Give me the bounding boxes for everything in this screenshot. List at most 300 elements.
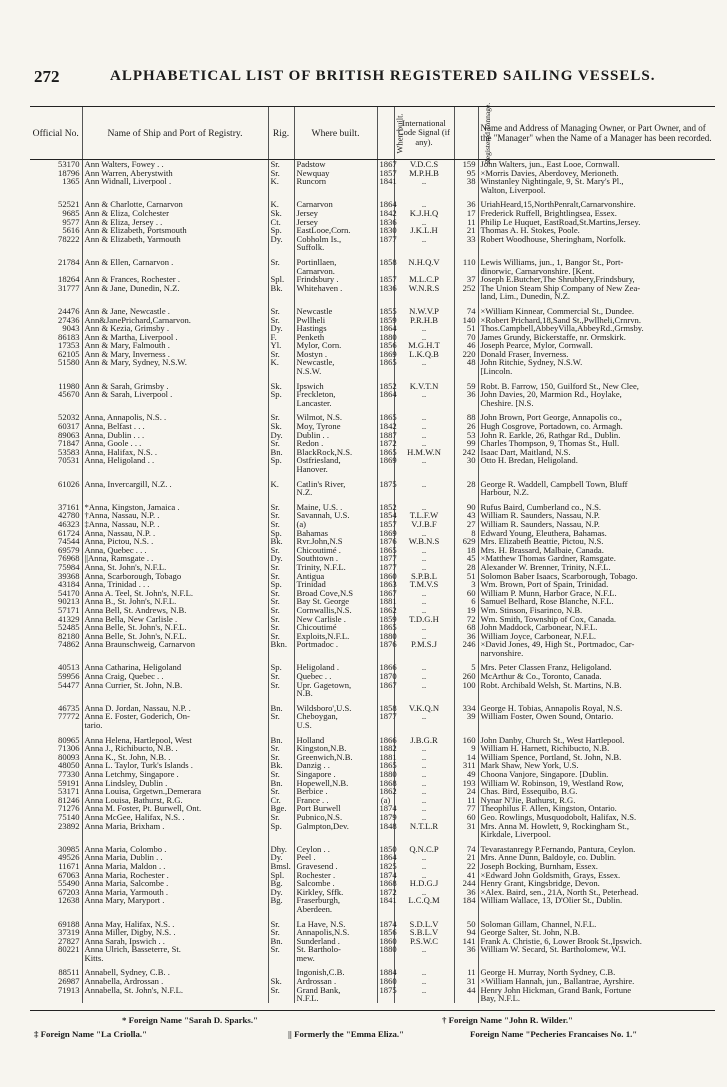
owner-cell: George H. Tobias, Annapolis Royal, N.S. — [478, 704, 715, 713]
official-number-cell: 59191 — [58, 777, 80, 788]
year-built-cell: 1884 — [377, 968, 394, 977]
ship-name-cell: Ann & Sarah, Grimsby . — [82, 382, 268, 391]
tonnage-cell: 41 — [454, 871, 478, 880]
ship-name-cell: Ann & Mary, Falmouth . — [82, 341, 268, 350]
owner-cell: land, Lim., Dunedin, N.Z. — [478, 292, 715, 301]
official-number-cell: 26987 — [58, 976, 80, 987]
ship-name-cell: Anna McGee, Halifax, N.S. . — [82, 813, 268, 822]
code-signal-cell: .. — [394, 333, 454, 342]
tonnage-cell: 37 — [454, 275, 478, 284]
owner-cell: William Spence, Portland, St. John, N.B. — [478, 753, 715, 762]
year-built-cell: 1854 — [377, 511, 394, 520]
where-built-cell: Salcombe . — [294, 879, 377, 888]
rig-cell: Sr. — [268, 316, 294, 325]
ship-name-cell: Anna L. Taylor, Turk's Islands . — [82, 761, 268, 770]
owner-cell: Mrs. Elizabeth Beattie, Pictou, N.S. — [478, 537, 715, 546]
where-built-cell: Hastings — [294, 324, 377, 333]
rig-cell: K. — [268, 358, 294, 367]
footnote-star: * Foreign Name "Sarah D. Sparks." — [122, 1015, 258, 1025]
where-built-cell: Hopewell,N.B. — [294, 779, 377, 788]
official-number-cell: 67203 — [58, 886, 80, 897]
rig-cell: Bge. — [268, 804, 294, 813]
rig-cell: Sr. — [268, 439, 294, 448]
tonnage-cell: 22 — [454, 862, 478, 871]
ship-name-cell: Kitts. — [82, 954, 268, 963]
table-row — [30, 235, 715, 244]
year-built-cell: 1868 — [377, 779, 394, 788]
where-built-cell: Ostfriesland, — [294, 456, 377, 465]
footnote-foreign-pecheries: Foreign Name "Pecheries Francaises No. 1." — [470, 1029, 638, 1039]
ship-name-cell: Ann & Kezia, Grimsby . — [82, 324, 268, 333]
register-table — [30, 102, 715, 1004]
official-number-cell: 78222 — [58, 233, 80, 244]
official-number-cell — [30, 292, 82, 301]
year-built-cell: 1864 — [377, 324, 394, 333]
official-number-cell — [30, 243, 82, 252]
year-built-cell: 1867 — [377, 589, 394, 598]
owner-cell: Mark Shaw, New York, U.S. — [478, 761, 715, 770]
year-built-cell: 1865 — [377, 413, 394, 422]
tonnage-cell: 95 — [454, 169, 478, 178]
where-built-cell: Ardrossan . — [294, 977, 377, 986]
table-row — [30, 830, 715, 839]
ship-name-cell: Anna D. Jordan, Nassau, N.P. . — [82, 704, 268, 713]
owner-cell: Frederick Ruffell, Brightlingsea, Essex. — [478, 209, 715, 218]
official-number-cell: 45670 — [58, 389, 80, 400]
where-built-cell: Carnarvon. — [294, 267, 377, 276]
ship-name-cell: Anna Maria, Colombo . — [82, 845, 268, 854]
ship-name-cell — [82, 689, 268, 698]
ship-name-cell: Anna, Scarborough, Tobago — [82, 572, 268, 581]
ship-name-cell: Anna Mary, Maryport . — [82, 896, 268, 905]
table-row — [30, 292, 715, 301]
official-number-cell — [30, 367, 82, 376]
tonnage-cell: 36 — [454, 200, 478, 209]
owner-cell: William Wallace, 13, D'Olier St., Dublin. — [478, 896, 715, 905]
code-signal-cell — [394, 243, 454, 252]
owner-cell: John Danby, Church St., West Hartlepool. — [478, 736, 715, 745]
year-built-cell: 1875 — [377, 480, 394, 489]
year-built-cell: 1881 — [377, 597, 394, 606]
official-number-cell: 27827 — [58, 935, 80, 946]
where-built-cell: Rochester . — [294, 871, 377, 880]
where-built-cell: mew. — [294, 954, 377, 963]
table-row — [30, 689, 715, 698]
tonnage-cell: 14 — [454, 753, 478, 762]
page-header — [0, 67, 727, 89]
ship-name-cell: Anna Ulrich, Basseterre, St. — [82, 945, 268, 954]
year-built-cell: 1860 — [377, 977, 394, 986]
official-number-cell: 89063 — [58, 429, 80, 440]
where-built-cell: N.Z. — [294, 488, 377, 497]
official-number-cell: 24476 — [58, 305, 80, 316]
rig-cell — [268, 243, 294, 252]
table-row — [30, 994, 715, 1003]
tonnage-cell — [454, 721, 478, 730]
tonnage-cell: 48 — [454, 358, 478, 367]
code-signal-cell: T.D.G.H — [394, 615, 454, 624]
code-signal-cell — [394, 399, 454, 408]
owner-cell: William W. Robinson, 19, Westland Row, — [478, 779, 715, 788]
rig-cell: Dhy. — [268, 845, 294, 854]
code-signal-cell: .. — [394, 663, 454, 672]
official-number-cell — [30, 830, 82, 839]
code-signal-cell: P.M.S.J — [394, 640, 454, 649]
where-built-cell — [294, 830, 377, 839]
tonnage-cell: 220 — [454, 350, 478, 359]
year-built-cell: 1858 — [377, 258, 394, 267]
owner-cell: Harbour, N.Z. — [478, 488, 715, 497]
where-built-cell: Upr. Gagetown, — [294, 681, 377, 690]
year-built-cell: 1859 — [377, 316, 394, 325]
tonnage-cell: 311 — [454, 761, 478, 770]
where-built-cell: La Have, N.S. — [294, 920, 377, 929]
footnotes — [30, 1010, 715, 1045]
rig-cell: K. — [268, 480, 294, 489]
rig-cell: Sr. — [268, 632, 294, 641]
year-built-cell: 1841 — [377, 177, 394, 186]
ship-name-cell: Anna, Belfast . . . — [82, 422, 268, 431]
ship-name-cell: Anna, Quebec . . . — [82, 546, 268, 555]
ship-name-cell: Ann & Elizabeth, Portsmouth — [82, 226, 268, 235]
rig-cell: Sr. — [268, 928, 294, 937]
official-number-cell: 48050 — [58, 760, 80, 771]
official-number-cell: 54477 — [58, 679, 80, 690]
owner-cell: Mrs. Peter Classen Franz, Heligoland. — [478, 663, 715, 672]
page-title: ALPHABETICAL LIST OF BRITISH REGISTERED SAILING VESSELS. — [110, 68, 656, 84]
where-built-cell: Chicoutimé . — [294, 546, 377, 555]
where-built-cell: Suffolk. — [294, 243, 377, 252]
where-built-cell: Savannah, U.S. — [294, 511, 377, 520]
ship-name-cell: Ann & Jane, Dunedin, N.Z. — [82, 284, 268, 293]
official-number-cell: 49526 — [58, 852, 80, 863]
code-signal-cell: M.L.C.P — [394, 275, 454, 284]
owner-cell: ×Alex. Baird, sen., 21A, North St., Peterhead. — [478, 888, 715, 897]
code-signal-cell: .. — [394, 813, 454, 822]
tonnage-cell: 24 — [454, 787, 478, 796]
where-built-cell: U.S. — [294, 721, 377, 730]
official-number-cell: 39368 — [58, 570, 80, 581]
rig-cell: Bn. — [268, 704, 294, 713]
ship-name-cell: Anna Letchmy, Singapore . — [82, 770, 268, 779]
official-number-cell — [30, 689, 82, 698]
where-built-cell: Freckleton, — [294, 390, 377, 399]
tonnage-cell: 51 — [454, 324, 478, 333]
official-number-cell: 31777 — [58, 282, 80, 293]
code-signal-cell: .. — [394, 218, 454, 227]
rig-cell: Sr. — [268, 350, 294, 359]
rig-cell: Sp. — [268, 529, 294, 538]
code-signal-cell — [394, 721, 454, 730]
rig-cell: F. — [268, 333, 294, 342]
table-row — [30, 480, 715, 489]
tonnage-cell: 33 — [454, 235, 478, 244]
year-built-cell: 1880 — [377, 632, 394, 641]
code-signal-cell: P.S.W.C — [394, 937, 454, 946]
where-built-cell: Trinidad — [294, 580, 377, 589]
ship-name-cell: Ann Warren, Aberystwith — [82, 169, 268, 178]
owner-cell: William P. Munn, Harbor Grace, N.F.L. — [478, 589, 715, 598]
year-built-cell: 1866 — [377, 736, 394, 745]
ship-name-cell: Anna, Goole . . . — [82, 439, 268, 448]
ship-name-cell: Anna Miller, Digby, N.S. . — [82, 928, 268, 937]
code-signal-cell: S.P.B.L — [394, 572, 454, 581]
rig-cell — [268, 905, 294, 914]
tonnage-cell: 5 — [454, 663, 478, 672]
year-built-cell — [377, 721, 394, 730]
rig-cell: Bk. — [268, 537, 294, 546]
ship-name-cell: Anna Craig, Quebec . . — [82, 672, 268, 681]
where-built-cell: Exploits,N.F.L. — [294, 632, 377, 641]
tonnage-cell: 99 — [454, 439, 478, 448]
tonnage-cell: 31 — [454, 822, 478, 831]
year-built-cell: 1862 — [377, 787, 394, 796]
where-built-cell: Rvr.John,N.S — [294, 537, 377, 546]
year-built-cell: 1880 — [377, 945, 394, 954]
owner-cell: John Maddock, Carbonear, N.F.L. — [478, 623, 715, 632]
tonnage-cell: 17 — [454, 209, 478, 218]
tonnage-cell: 53 — [454, 431, 478, 440]
ship-name-cell: Anna, Halifax, N.S. . — [82, 448, 268, 457]
year-built-cell: 1874 — [377, 871, 394, 880]
year-built-cell: 1865 — [377, 761, 394, 770]
rig-cell: Bg. — [268, 879, 294, 888]
rig-cell: Bg. — [268, 896, 294, 905]
official-number-cell: 71306 — [58, 743, 80, 754]
rig-cell: Spl. — [268, 275, 294, 284]
where-built-cell: Mylor, Corn. — [294, 341, 377, 350]
official-number-cell: 9685 — [62, 207, 80, 218]
owner-cell: Walton, Liverpool. — [478, 186, 715, 195]
rig-cell: Sk. — [268, 422, 294, 431]
where-built-cell: New Carlisle . — [294, 615, 377, 624]
owner-cell: Alexander W. Brenner, Trinity, N.F.L. — [478, 563, 715, 572]
code-signal-cell: .. — [394, 431, 454, 440]
tonnage-cell — [454, 830, 478, 839]
year-built-cell: 1836 — [377, 218, 394, 227]
ship-name-cell: Ann & Eliza, Jersey . . — [82, 218, 268, 227]
where-built-cell: Padstow — [294, 160, 377, 169]
where-built-cell: BlackRock,N.S. — [294, 448, 377, 457]
owner-cell: Robert Woodhouse, Sheringham, Norfolk. — [478, 235, 715, 244]
rig-cell: Sr. — [268, 753, 294, 762]
owner-cell: ×Edward John Goldsmith, Grays, Essex. — [478, 871, 715, 880]
owner-cell: Robt. B. Farrow, 150, Guilford St., New Clee, — [478, 382, 715, 391]
footnote-formerly: || Formerly the "Emma Eliza." — [288, 1029, 405, 1039]
code-signal-cell: .. — [394, 862, 454, 871]
rig-cell: Sr. — [268, 712, 294, 721]
where-built-cell: Whitehaven . — [294, 284, 377, 293]
code-signal-cell: J.B.G.R — [394, 736, 454, 745]
owner-cell: Wm. Brown, Port of Spain, Trinidad. — [478, 580, 715, 589]
tonnage-cell — [454, 243, 478, 252]
official-number-cell: 52032 — [58, 412, 80, 423]
where-built-cell: Singapore . — [294, 770, 377, 779]
table-row — [30, 390, 715, 399]
where-built-cell: Broad Cove,N.S — [294, 589, 377, 598]
year-built-cell: 1881 — [377, 753, 394, 762]
col-when-label: When built. — [394, 112, 405, 154]
ship-name-cell — [82, 994, 268, 1003]
where-built-cell: Berbice . — [294, 787, 377, 796]
col-owner: Name and Address of Managing Owner, or Part Owner, and of the "Manager" when the Name of a Manager has been recorded. — [478, 107, 715, 160]
year-built-cell: 1856 — [377, 928, 394, 937]
where-built-cell: Portmadoc . — [294, 640, 377, 649]
official-number-cell: 71913 — [58, 984, 80, 995]
ship-name-cell: Anna Bell, St. Andrews, N.B. — [82, 606, 268, 615]
ship-name-cell: Anna Belle, St. John's, N.F.L. — [82, 623, 268, 632]
ship-name-cell: Ann & Martha, Liverpool . — [82, 333, 268, 342]
code-signal-cell: .. — [394, 177, 454, 186]
rig-cell: Sr. — [268, 945, 294, 954]
where-built-cell: N.F.L. — [294, 994, 377, 1003]
official-number-cell: 71847 — [58, 438, 80, 449]
year-built-cell — [377, 367, 394, 376]
code-signal-cell: N.W.V.P — [394, 307, 454, 316]
rig-cell: Sr. — [268, 672, 294, 681]
official-number-cell: 23892 — [58, 820, 80, 831]
year-built-cell — [377, 399, 394, 408]
code-signal-cell: .. — [394, 324, 454, 333]
tonnage-cell: 242 — [454, 448, 478, 457]
code-signal-cell: .. — [394, 968, 454, 977]
tonnage-cell: 244 — [454, 879, 478, 888]
table-row — [30, 712, 715, 721]
ship-name-cell — [82, 488, 268, 497]
where-built-cell: Quebec . . — [294, 672, 377, 681]
tonnage-cell — [454, 994, 478, 1003]
ship-name-cell: Anna, Pictou, N.S. . — [82, 537, 268, 546]
where-built-cell: Mostyn . — [294, 350, 377, 359]
ship-name-cell: Ann & Mary, Inverness . — [82, 350, 268, 359]
where-built-cell: Port Burwell — [294, 804, 377, 813]
where-built-cell: Portinllaen, — [294, 258, 377, 267]
ship-name-cell: †Anna, Nassau, N.P. . — [82, 511, 268, 520]
code-signal-cell: P.R.H.B — [394, 316, 454, 325]
owner-cell: John Davies, 20, Marmion Rd., Hoylake, — [478, 390, 715, 399]
where-built-cell: Danzig . . — [294, 761, 377, 770]
owner-cell: Mrs. Anna M. Howlett, 9, Rockingham St., — [478, 822, 715, 831]
official-number-cell: 86183 — [58, 331, 80, 342]
rig-cell: Sp. — [268, 580, 294, 589]
register-body — [30, 160, 715, 1003]
ship-name-cell — [82, 186, 268, 195]
tonnage-cell: 28 — [454, 480, 478, 489]
rig-cell: Bk. — [268, 761, 294, 770]
ship-name-cell: Ann & Mary, Sydney, N.S.W. — [82, 358, 268, 367]
code-signal-cell: .. — [394, 390, 454, 399]
where-built-cell: Newcastle — [294, 307, 377, 316]
year-built-cell: 1865 — [377, 448, 394, 457]
owner-cell: Tevarastanregy P.Fernando, Pantura, Ceylon. — [478, 845, 715, 854]
tonnage-cell — [454, 399, 478, 408]
code-signal-cell: .. — [394, 563, 454, 572]
rig-cell: Sp. — [268, 822, 294, 831]
owner-cell: Joseph E.Butcher,The Shrubbery,Frindsbury, — [478, 275, 715, 284]
rig-cell: Sr. — [268, 986, 294, 995]
tonnage-cell: 90 — [454, 503, 478, 512]
official-number-cell — [30, 649, 82, 658]
owner-cell — [478, 954, 715, 963]
tonnage-cell: 9 — [454, 744, 478, 753]
year-built-cell: 1836 — [377, 284, 394, 293]
official-number-cell: 27436 — [58, 314, 80, 325]
official-number-cell: 1365 — [62, 176, 80, 187]
official-number-cell: 37319 — [58, 927, 80, 938]
ship-name-cell: Annabell, Sydney, C.B. . — [82, 968, 268, 977]
year-built-cell: 1879 — [377, 813, 394, 822]
official-number-cell — [30, 399, 82, 408]
where-built-cell: N.B. — [294, 689, 377, 698]
rig-cell: Sr. — [268, 615, 294, 624]
official-number-cell — [30, 186, 82, 195]
owner-cell: William Foster, Owen Sound, Ontario. — [478, 712, 715, 721]
official-number-cell — [30, 905, 82, 914]
official-number-cell: 80965 — [58, 734, 80, 745]
rig-cell — [268, 399, 294, 408]
table-row — [30, 681, 715, 690]
official-number-cell: 37161 — [58, 501, 80, 512]
tonnage-cell: 141 — [454, 937, 478, 946]
owner-cell: Hugh Cosgrove, Portadown, co. Armagh. — [478, 422, 715, 431]
where-built-cell: Frindsbury . — [294, 275, 377, 284]
year-built-cell: 1877 — [377, 563, 394, 572]
tonnage-cell: 184 — [454, 896, 478, 905]
tonnage-cell — [454, 954, 478, 963]
owner-cell: Theophilus F. Allen, Kingston, Ontario. — [478, 804, 715, 813]
ship-name-cell: Anna K., St. John, N.B. . — [82, 753, 268, 762]
code-signal-cell: .. — [394, 681, 454, 690]
code-signal-cell: T.L.F.W — [394, 511, 454, 520]
owner-cell: Otto H. Bredan, Heligoland. — [478, 456, 715, 465]
where-built-cell: Redon . — [294, 439, 377, 448]
owner-cell: Thos.Campbell,AbbeyVilla,AbbeyRd.,Grmsby. — [478, 324, 715, 333]
official-number-cell: 59956 — [58, 671, 80, 682]
ship-name-cell: Annabella, Ardrossan . — [82, 977, 268, 986]
rig-cell: K. — [268, 177, 294, 186]
code-signal-cell: .. — [394, 422, 454, 431]
tonnage-cell: 38 — [454, 177, 478, 186]
ship-name-cell — [82, 465, 268, 474]
footnote-ddagger: ‡ Foreign Name "La Criolla." — [34, 1029, 147, 1039]
owner-cell: William H. Harnett, Richibucto, N.B. — [478, 744, 715, 753]
where-built-cell: St. Bartholo- — [294, 945, 377, 954]
owner-cell: Wm. Stinson, Fisarinco, N.B. — [478, 606, 715, 615]
ship-name-cell: Anna E. Foster, Goderich, On- — [82, 712, 268, 721]
code-signal-cell: N.H.Q.V — [394, 258, 454, 267]
ship-name-cell: Anna, Dublin . . . — [82, 431, 268, 440]
rig-cell: Sr. — [268, 503, 294, 512]
year-built-cell: 1850 — [377, 845, 394, 854]
table-row — [30, 258, 715, 267]
rig-cell — [268, 994, 294, 1003]
official-number-cell: 46735 — [58, 702, 80, 713]
owner-cell: Choona Vanjore, Singapore. [Dublin. — [478, 770, 715, 779]
rig-cell: Sp. — [268, 663, 294, 672]
tonnage-cell: 60 — [454, 589, 478, 598]
page-number: 272 — [34, 67, 60, 86]
official-number-cell — [30, 465, 82, 474]
owner-cell: George R. Waddell, Campbell Town, Bluff — [478, 480, 715, 489]
where-built-cell: Fraserburgh, — [294, 896, 377, 905]
owner-cell: ×David Jones, 49, High St., Portmadoc, Car- — [478, 640, 715, 649]
tonnage-cell: 11 — [454, 796, 478, 805]
owner-cell: ×Morris Davies, Aberdovey, Merioneth. — [478, 169, 715, 178]
year-built-cell: (a) — [377, 796, 394, 805]
where-built-cell: Carnarvon — [294, 200, 377, 209]
owner-cell: Mrs. Anne Dunn, Baldoyle, co. Dublin. — [478, 853, 715, 862]
rig-cell — [268, 649, 294, 658]
